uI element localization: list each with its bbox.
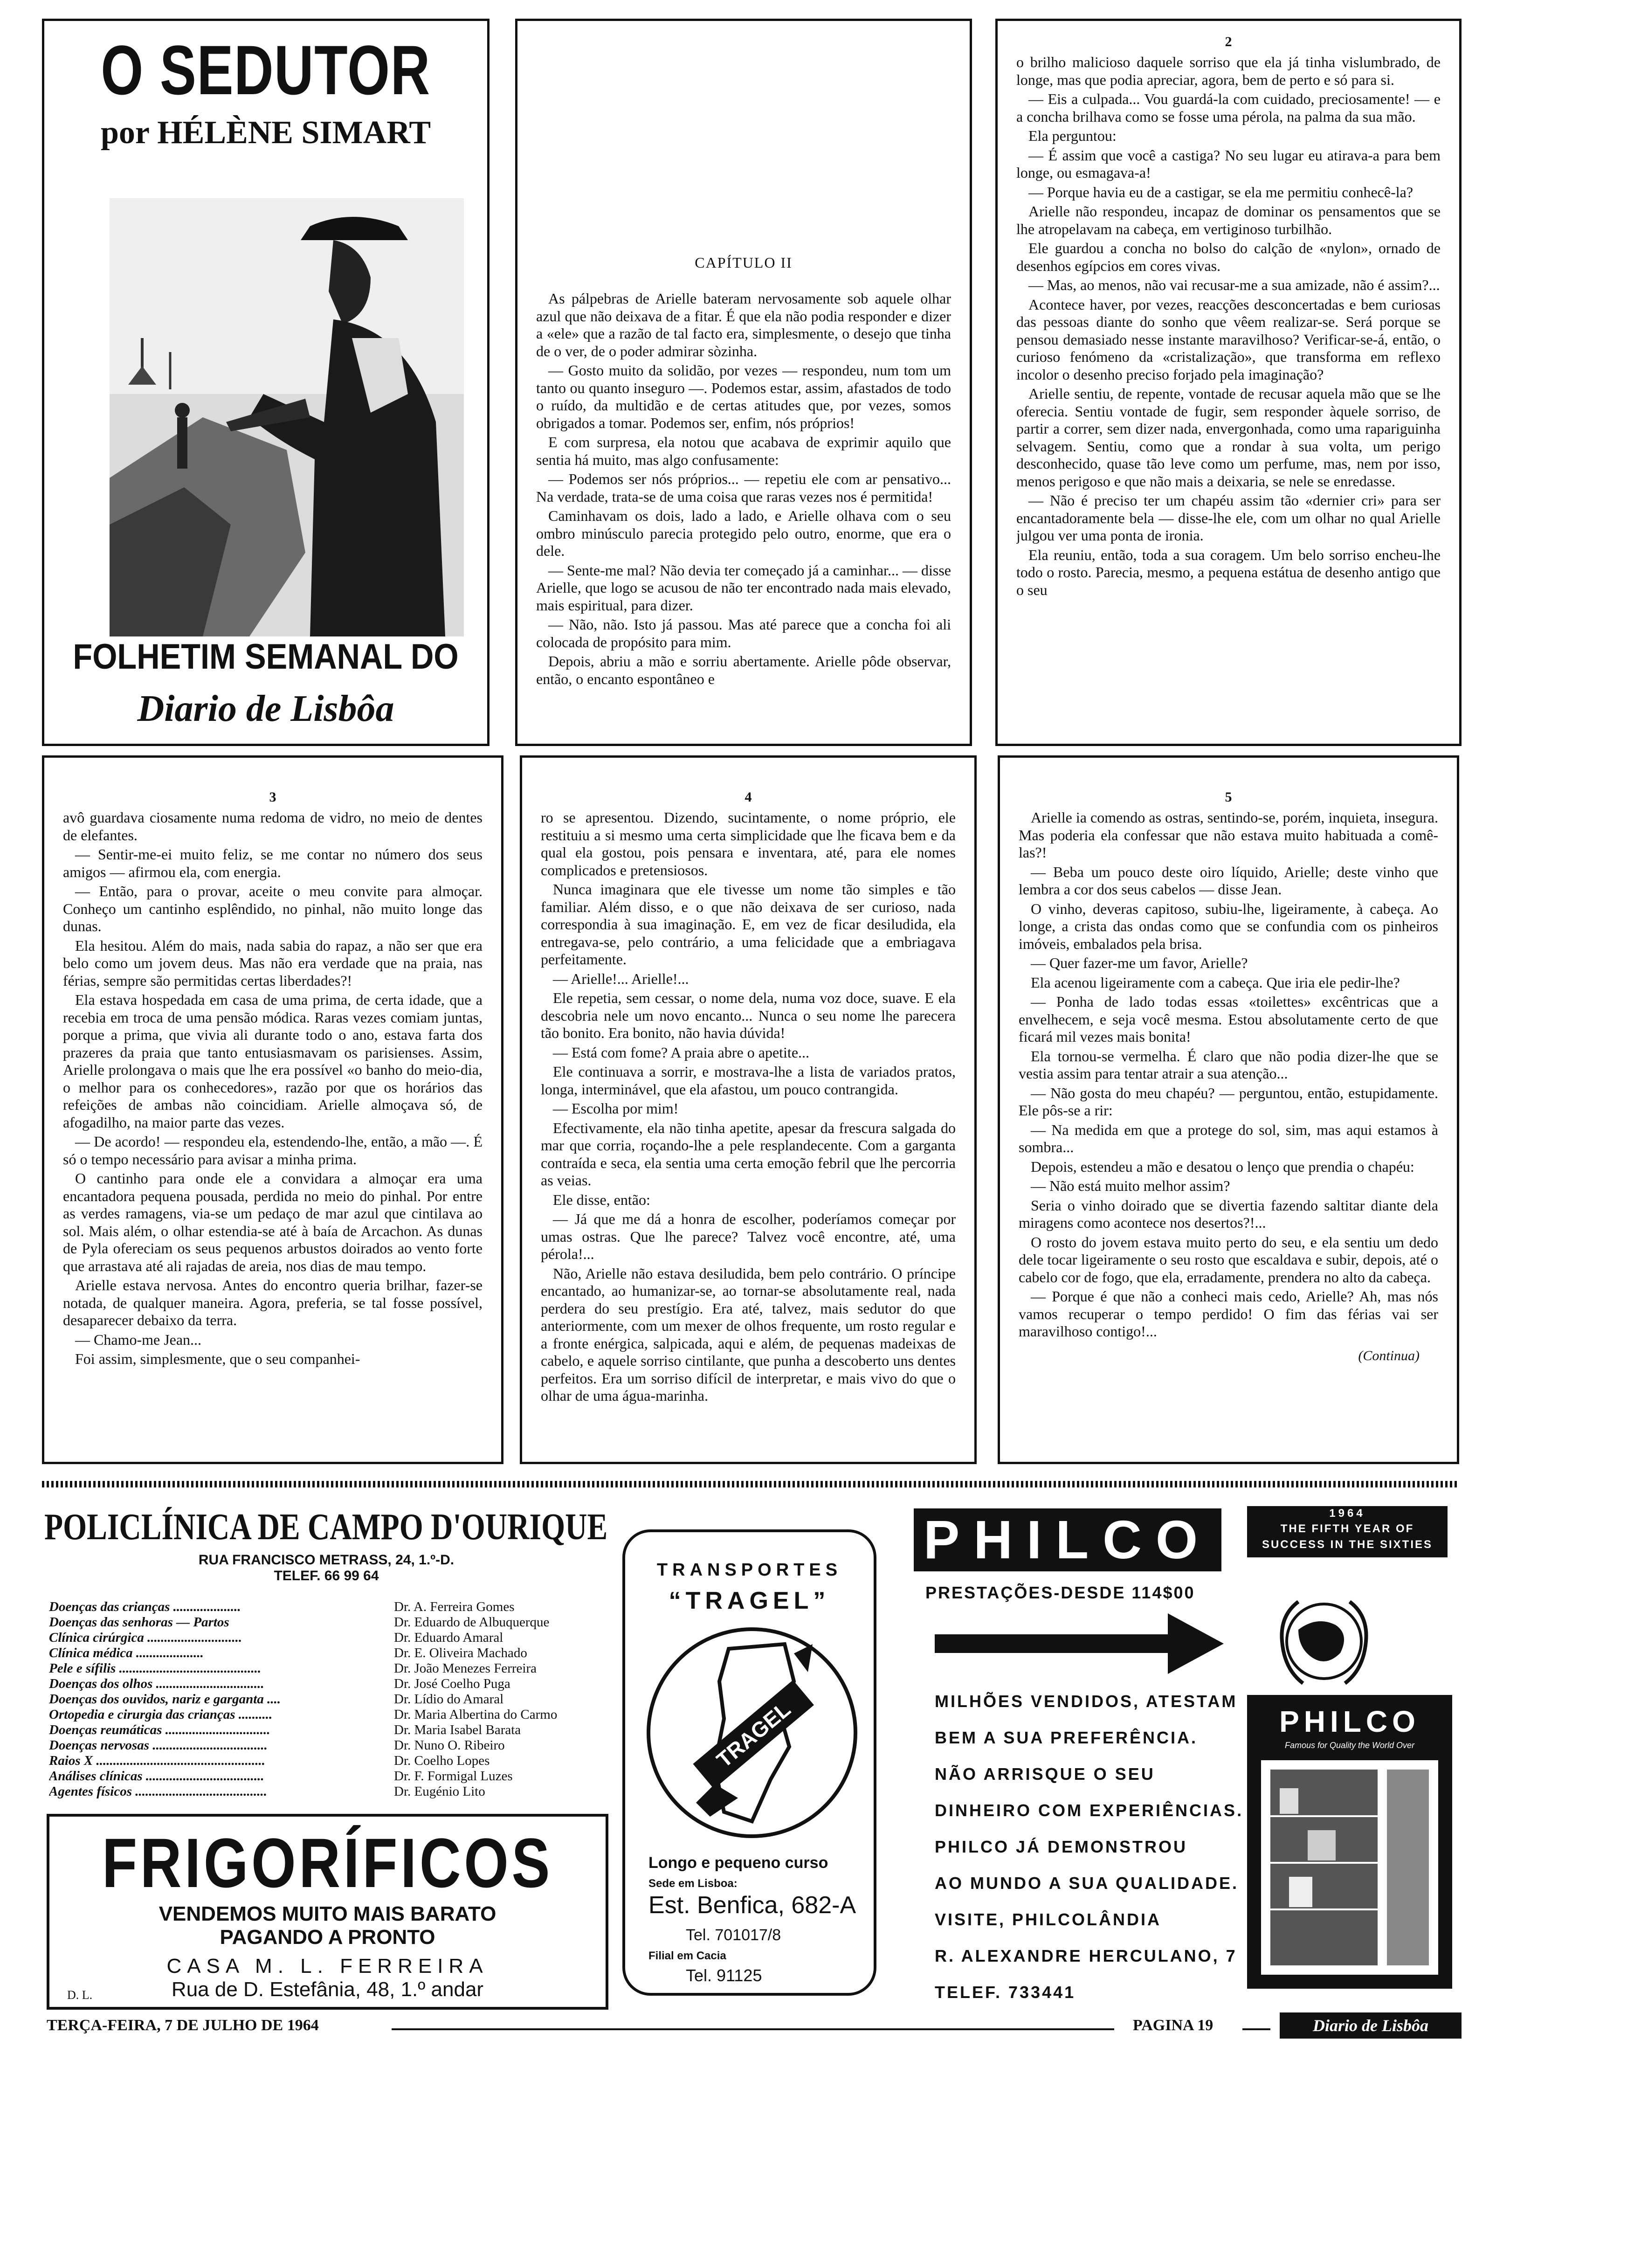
serial-title: O SEDUTOR (101, 31, 431, 109)
paragraph: — Beba um pouco deste oiro líquido, Arielle; deste vinho que lembra a cor dos seus cabelos — disse Jean. (1019, 863, 1438, 898)
separator-rule (42, 1481, 1459, 1487)
doctor: Dr. Eduardo de Albuquerque (394, 1615, 550, 1630)
philco-line: MILHÕES VENDIDOS, ATESTAM (935, 1692, 1238, 1711)
paragraph: — É assim que você a castiga? No seu lugar eu atirava-a para bem longe, ou esmagava-a! (1016, 146, 1441, 181)
philco-line: BEM A SUA PREFERÊNCIA. (935, 1728, 1198, 1747)
tragel-logo (645, 1625, 859, 1840)
continua-note: (Continua) (1358, 1348, 1420, 1363)
doctor: Dr. E. Oliveira Machado (394, 1646, 527, 1660)
paragraph: Arielle estava nervosa. Antes do encontro queria brilhar, fazer-se notada, de qualquer maneira. Agora, preferia, se tal fosse possível, desaparecer debaixo da terra. (63, 1277, 483, 1328)
page-number: 4 (745, 789, 752, 805)
frigorificos-title: FRIGORÍFICOS (102, 1824, 553, 1902)
tragel-filial-phone: Tel. 91125 (686, 1966, 762, 1985)
serial-label: FOLHETIM SEMANAL DO (73, 637, 459, 677)
philco-line: DINHEIRO COM EXPERIÊNCIAS. (935, 1801, 1244, 1820)
paragraph: Ele guardou a concha no bolso do calção de «nylon», ornado de desenhos egípcios em cores vivas. (1016, 240, 1441, 274)
paragraph: — Não está muito melhor assim? (1031, 1177, 1230, 1194)
paragraph: Seria o vinho doirado que se divertia fazendo saltitar diante dela miragens como acontece nos desertos?!... (1019, 1196, 1438, 1231)
paragraph: — Podemos ser nós próprios... — repetiu ele com ar pensativo... Na verdade, trata-se de uma coisa que raras vezes nos é permitida! (536, 470, 951, 505)
paragraph: Ela perguntou: (1028, 127, 1117, 144)
paragraph: Ele disse, então: (553, 1191, 650, 1208)
doctor: Dr. Nuno O. Ribeiro (394, 1738, 505, 1753)
cover-illustration-svg (110, 198, 464, 636)
policlinica-address: RUA FRANCISCO METRASS, 24, 1.º-D. (198, 1552, 455, 1568)
frigorificos-line: PAGANDO A PRONTO (220, 1926, 435, 1949)
page-text (63, 786, 483, 1443)
paragraph: Arielle sentiu, de repente, vontade de recusar aquela mão que se lhe oferecia. Sentiu vontade de fugir, sem responder àquele sorriso, de partir a correr, sem dizer nada, envergonhada, como uma rapariguinha selvagem. Sentiu, como que a rondar à sua volta, um perigo desconhecido, quase tão leve como um perfume, mas, nem por isso, menos perigoso e que não mais a deixaria, se nele se enredasse. (1016, 385, 1441, 490)
paragraph: Arielle não respondeu, incapaz de dominar os pensamentos que se lhe atropelavam na cabeça, em vertiginoso turbilhão. (1016, 203, 1441, 237)
philco-logo: PHILCO (914, 1508, 1221, 1571)
page-panel-4 (520, 755, 977, 1464)
paragraph: Ela reuniu, então, toda a sua coragem. Um belo sorriso encheu-lhe todo o rosto. Parecia, mesmo, a pequena estátua de desenho antigo que o seu (1016, 546, 1441, 598)
tragel-address: Est. Benfica, 682-A (648, 1892, 856, 1919)
paragraph: — Eis a culpada... Vou guardá-la com cuidado, preciosamente! — e a concha brilhava como se fosse uma pérola, na palma da sua mão. (1016, 90, 1441, 125)
footer-logo: Diario de Lisbôa (1280, 2012, 1462, 2039)
philco-copy (935, 1683, 1243, 2011)
page-panel-1 (515, 19, 972, 746)
paragraph: Ela estava hospedada em casa de uma prima, de certa idade, que a recebia em troca de uma pensão módica. Raras vezes comiam juntas, porque a prima, que vivia ali durante todo o ano, estava farta dos prazeres da praia que tanto entusiasmavam os parisienses. Assim, Arielle prolongava o mais que lhe era possível «o banho do meio-dia, o melhor para os conhecedores», razão por que os horários das refeições de ambas não coincidiam. Arielle almoçava só, de afogadilho, na maior parte das vezes. (63, 991, 483, 1131)
frigorificos-line: CASA M. L. FERREIRA (166, 1955, 489, 1978)
frigorificos-line: VENDEMOS MUITO MAIS BARATO (159, 1902, 496, 1925)
paragraph: — Quer fazer-me um favor, Arielle? (1031, 954, 1248, 971)
page-number: 3 (269, 789, 276, 805)
paragraph: — Gosto muito da solidão, por vezes — respondeu, num tom um tanto ou quanto inseguro —. Podemos estar, assim, afastados de todo o ruído, da multidão e de certas atitudes que, por vezes, somos obrigados a tomar. Podemos ser, enfim, nós próprios! (536, 362, 951, 431)
footer-page-number: PAGINA 19 (1133, 2017, 1214, 2034)
page-text (1016, 30, 1441, 725)
philco-line: AO MUNDO A SUA QUALIDADE. (935, 1874, 1239, 1893)
paragraph: — De acordo! — respondeu ela, estendendo-lhe, então, a mão —. É só o tempo necessário para avisar a minha prima. (63, 1133, 483, 1168)
paragraph: — Escolha por mim! (553, 1100, 679, 1117)
doctor: Dr. Maria Albertina do Carmo (394, 1707, 558, 1722)
paragraph: Depois, abriu a mão e sorriu abertamente. Arielle pôde observar, então, o encanto espontâneo e (536, 653, 951, 687)
philco-line: PHILCO JÁ DEMONSTROU (935, 1837, 1188, 1856)
doctor: Dr. Lídio do Amaral (394, 1692, 504, 1707)
paragraph: ro se apresentou. Dizendo, sucintamente, o nome próprio, ele restituiu a si mesmo uma certa simplicidade que lhe ficava bem e da qual ela gostou, pois pensara e inventara, até, para ele nomes complicados e pretensiosos. (541, 809, 956, 878)
page-panel-5 (998, 755, 1459, 1464)
policlinica-title: POLICLÍNICA DE CAMPO D'OURIQUE (44, 1507, 608, 1548)
page-text (536, 58, 951, 725)
philco-year: 1964 (1329, 1507, 1365, 1520)
tragel-tagline: Longo e pequeno curso (648, 1854, 828, 1872)
paragraph: — Sentir-me-ei muito feliz, se me contar no número dos seus amigos — afirmou ela, com energia. (63, 846, 483, 880)
tragel-sede-label: Sede em Lisboa: (648, 1877, 738, 1890)
doctor: Dr. A. Ferreira Gomes (394, 1599, 515, 1614)
paragraph: As pálpebras de Arielle bateram nervosamente sob aquele olhar azul que não deixava de a fitar. É que ela não podia responder e dizer a «ele» que a razão de tal facto era, simplesmente, o desejo que tinha de o ver, de o poder admirar sòzinha. (536, 290, 951, 360)
paragraph: — Não gosta do meu chapéu? — perguntou, então, estupidamente. Ele pôs-se a rir: (1019, 1084, 1438, 1119)
paragraph: Foi assim, simplesmente, que o seu companhei- (75, 1350, 360, 1367)
paragraph: — Porque havia eu de a castigar, se ela me permitiu conhecê-la? (1028, 183, 1413, 201)
paragraph: Depois, estendeu a mão e desatou o lenço que prendia o chapéu: (1031, 1158, 1414, 1175)
paragraph: — Sente-me mal? Não devia ter começado já a caminhar... — disse Arielle, que logo se acusou de não ter encontrado nada mais elevado, mais espiritual, para dizer. (536, 561, 951, 614)
tragel-phone: Tel. 701017/8 (686, 1926, 781, 1944)
doctor: Dr. Eugénio Lito (394, 1784, 485, 1799)
paragraph: o brilho malicioso daquele sorriso que ela já tinha vislumbrado, de longe, mas que podia apreciar, agora, bem de perto e só para si. (1016, 54, 1441, 88)
tragel-name: “TRAGEL” (669, 1587, 830, 1614)
paragraph: — Chamo-me Jean... (75, 1331, 202, 1348)
specialty: Clínica cirúrgica ............................ (49, 1630, 242, 1645)
paragraph: O cantinho para onde ele a convidara a almoçar era uma encantadora pequena pousada, perdida no meio do pinhal. Por entre as verdes ramagens, via-se um pedaço de mar azul que cintilava ao sol. Mais além, o olhar estendia-se até à baía de Arcachon. As dunas de Pyla ofereciam os seus pequenos arbustos doirados ao vento forte que arrastava até ali rajadas de areia, nos dias de mau tempo. (63, 1170, 483, 1274)
doctor: Dr. José Coelho Puga (394, 1676, 510, 1691)
frigorificos-line: Rua de D. Estefânia, 48, 1.º andar (171, 1978, 484, 2001)
specialty: Clínica médica .................... (49, 1646, 204, 1660)
page-panel-2 (995, 19, 1462, 746)
specialty: Ortopedia e cirurgia das crianças .......... (49, 1707, 273, 1722)
page-text (1019, 786, 1438, 1443)
specialty: Doenças dos ouvidos, nariz e garganta .... (49, 1692, 281, 1707)
specialty: Doenças reumáticas ............................... (49, 1722, 270, 1737)
paragraph: — Já que me dá a honra de escolher, poderíamos começar por umas ostras. Que lhe parece? Talvez você encontre, até, uma pérola!... (541, 1210, 956, 1262)
philco-line: R. ALEXANDRE HERCULANO, 7 (935, 1946, 1237, 1965)
page-number: 2 (1225, 34, 1232, 49)
specialty: Doenças das senhoras — Partos (49, 1615, 229, 1630)
tragel-header: TRANSPORTES (656, 1560, 842, 1580)
paragraph: — Está com fome? A praia abre o apetite... (553, 1044, 810, 1061)
arrow-right-icon (935, 1613, 1224, 1674)
doctor: Dr. Maria Isabel Barata (394, 1722, 521, 1737)
footer-date: TERÇA-FEIRA, 7 DE JULHO DE 1964 (47, 2017, 319, 2034)
paragraph: — Não, não. Isto já passou. Mas até parece que a concha foi ali colocada de propósito para mim. (536, 616, 951, 650)
page-number: 5 (1225, 789, 1232, 805)
doctor: Dr. Coelho Lopes (394, 1753, 490, 1768)
paragraph: Ela hesitou. Além do mais, nada sabia do rapaz, a não ser que era belo como um jovem deus. Mas não era verdade que na praia, nas férias, sempre são permitidas certas liberdades?! (63, 937, 483, 989)
doctor: Dr. João Menezes Ferreira (394, 1661, 537, 1676)
specialty: Raios X .................................................. (49, 1753, 266, 1768)
paragraph: — Então, para o provar, aceite o meu convite para almoçar. Conheço um cantinho esplêndido, no pinhal, não muito longe das dunas. (63, 883, 483, 934)
philco-year-badge (1247, 1506, 1448, 1557)
ad-tragel (622, 1529, 876, 1996)
cover-illustration (110, 198, 464, 636)
paragraph: Efectivamente, ela não tinha apetite, apesar da frescura salgada do mar que corria, roçando-lhe a pele resplandecente. Com a garganta contraída e seca, ela sentia uma certa emoção febril que lhe percorria as veias. (541, 1119, 956, 1189)
frigorificos-mark: D. L. (67, 1988, 93, 2002)
tragel-logo-text: TRAGEL (712, 1697, 795, 1772)
serial-author: por HÉLÈNE SIMART (100, 115, 431, 151)
specialty: Doenças das crianças .................... (49, 1599, 241, 1614)
tragel-filial: Filial em Cacia (648, 1950, 726, 1962)
ad-philco (911, 1499, 1462, 2012)
paragraph: E com surpresa, ela notou que acabava de exprimir aquilo que sentia há muito, mas algo confusamente: (536, 434, 951, 468)
philco-year-slogan: SUCCESS IN THE SIXTIES (1262, 1538, 1433, 1551)
specialty: Análises clínicas ................................... (49, 1769, 264, 1784)
paragraph: — Não é preciso ter um chapéu assim tão «dernier cri» para ser encantadoramente bela — disse-lhe ele, com um olhar no qual Arielle julgou ver uma ponta de ironia. (1016, 492, 1441, 544)
philco-fridge-box (1247, 1695, 1452, 1989)
philco-year-slogan: THE FIFTH YEAR OF (1280, 1522, 1414, 1535)
paragraph: Não, Arielle não estava desiludida, bem pelo contrário. O príncipe encantado, ao humanizar-se, ao tornar-se absolutamente real, nada perdera do seu prestígio. Era até, talvez, mais sedutor do que anteriormente, com um mexer de olhos frequente, um rosto regular e a fronte enérgica, salpicada, aqui e além, de pequenas madeixas de cabelo, e aquele sorriso cintilante, que punha a descoberto uns dentes perfeitos. Era um sorriso difícil de interpretar, e mais vivo do que o olhar de uma água-marinha. (541, 1265, 956, 1404)
refrigerator-icon (1261, 1760, 1438, 1975)
tragel-logo-svg (645, 1625, 859, 1840)
footer-rule-short (1242, 2028, 1270, 2030)
philco-line: NÃO ARRISQUE O SEU (935, 1764, 1155, 1784)
philco-line: TELEF. 733441 (935, 1983, 1076, 2002)
paragraph: Caminhavam os dois, lado a lado, e Arielle olhava com o seu ombro minúsculo parecia protegido pelo outro, enorme, que era o dele. (536, 507, 951, 559)
chapter-heading: CAPÍTULO II (695, 254, 793, 271)
globe-icon (1270, 1588, 1378, 1695)
paragraph: O rosto do jovem estava muito perto do seu, e ela sentiu um dedo dele tocar ligeiramente o seu rosto que escaldava e subir, depois, até o cabelo cor de fogo, que ela, erradamente, prendera no alto da cabeça. (1019, 1233, 1438, 1286)
paragraph: — Arielle!... Arielle!... (553, 970, 689, 987)
ad-frigorificos (47, 1814, 608, 2010)
page-text (541, 786, 956, 1443)
paragraph: Arielle ia comendo as ostras, sentindo-se, porém, inquieta, insegura. Mas poderia ela confessar que não estava muito habituada a comê-las?! (1019, 809, 1438, 861)
paragraph: — Na medida em que a protege do sol, sim, mas aqui estamos à sombra... (1019, 1121, 1438, 1155)
paragraph: — Porque é que não a conheci mais cedo, Arielle? Ah, mas nós vamos recuperar o tempo perdido! O fim das férias vai ser maravilhoso contigo!... (1019, 1288, 1438, 1340)
paragraph: Ele repetia, sem cessar, o nome dela, numa voz doce, suave. E ela descobria nele um novo encanto... Nunca o seu nome lhe parecera tão bonito. Era bonito, não havia dúvida! (541, 989, 956, 1041)
paragraph: O vinho, deveras capitoso, subiu-lhe, ligeiramente, à cabeça. Ao longe, a crista das ondas como que se confundia com os pinheiros imóveis, embalados pela brisa. (1019, 900, 1438, 952)
philco-fridge-brand: PHILCO (1279, 1705, 1420, 1738)
paragraph: — Mas, ao menos, não vai recusar-me a sua amizade, não é assim?... (1028, 277, 1440, 293)
ad-policlinica (44, 1506, 608, 1799)
footer-rule (392, 2028, 1114, 2030)
paragraph: Nunca imaginara que ele tivesse um nome tão simples e tão familiar. Além disso, e o que não deixava de ser curioso, nada correspondia à sua imaginação. E, em vez de ficar desiludida, ela entregava-se, pelo contrário, a uma felicidade que a embriagava perfeitamente. (541, 881, 956, 968)
paragraph: Acontece haver, por vezes, reacções desconcertadas e bem curiosas das pessoas diante do sonho que vêem realizar-se. Será porque se pensou demasiado nesse instante maravilhoso? Verificar-se-á, então, o curioso fenómeno da «cristalização», que transforma em reflexo incolor o desenho preciso forjado pela imaginação? (1016, 296, 1441, 383)
paragraph: — Ponha de lado todas essas «toilettes» excêntricas que a envelhecem, e seja você mesma. Estou absolutamente certo de que ficará mil vezes mais bonita! (1019, 993, 1438, 1045)
paragraph: Ele continuava a sorrir, e mostrava-lhe a lista de variados pratos, longa, interminável, que ela afastou, um pouco contrangida. (541, 1063, 956, 1098)
paragraph: avô guardava ciosamente numa redoma de vidro, no meio de dentes de elefantes. (63, 809, 483, 844)
specialty: Agentes físicos ....................................... (49, 1784, 268, 1799)
philco-prestacoes: PRESTAÇÕES-DESDE 114$00 (925, 1583, 1195, 1602)
policlinica-phone: TELEF. 66 99 64 (274, 1568, 379, 1583)
page-panel-3 (42, 755, 503, 1464)
philco-line: VISITE, PHILCOLÂNDIA (935, 1910, 1162, 1929)
policlinica-list (49, 1599, 608, 1799)
specialty: Doenças nervosas .................................. (49, 1738, 268, 1753)
doctor: Dr. F. Formigal Luzes (394, 1769, 513, 1784)
newspaper-logo: Diario de Lisbôa (137, 688, 394, 729)
cover-panel (42, 19, 490, 746)
paragraph: Ela acenou ligeiramente com a cabeça. Que iria ele pedir-lhe? (1031, 974, 1400, 991)
philco-fridge-tagline: Famous for Quality the World Over (1284, 1741, 1415, 1750)
specialty: Pele e sífilis .......................................... (49, 1661, 262, 1676)
paragraph: Ela tornou-se vermelha. É claro que não podia dizer-lhe que se vestia assim para tentar atrair a sua atenção... (1019, 1047, 1438, 1082)
doctor: Dr. Eduardo Amaral (394, 1630, 503, 1645)
specialty: Doenças dos olhos ................................ (49, 1676, 264, 1691)
